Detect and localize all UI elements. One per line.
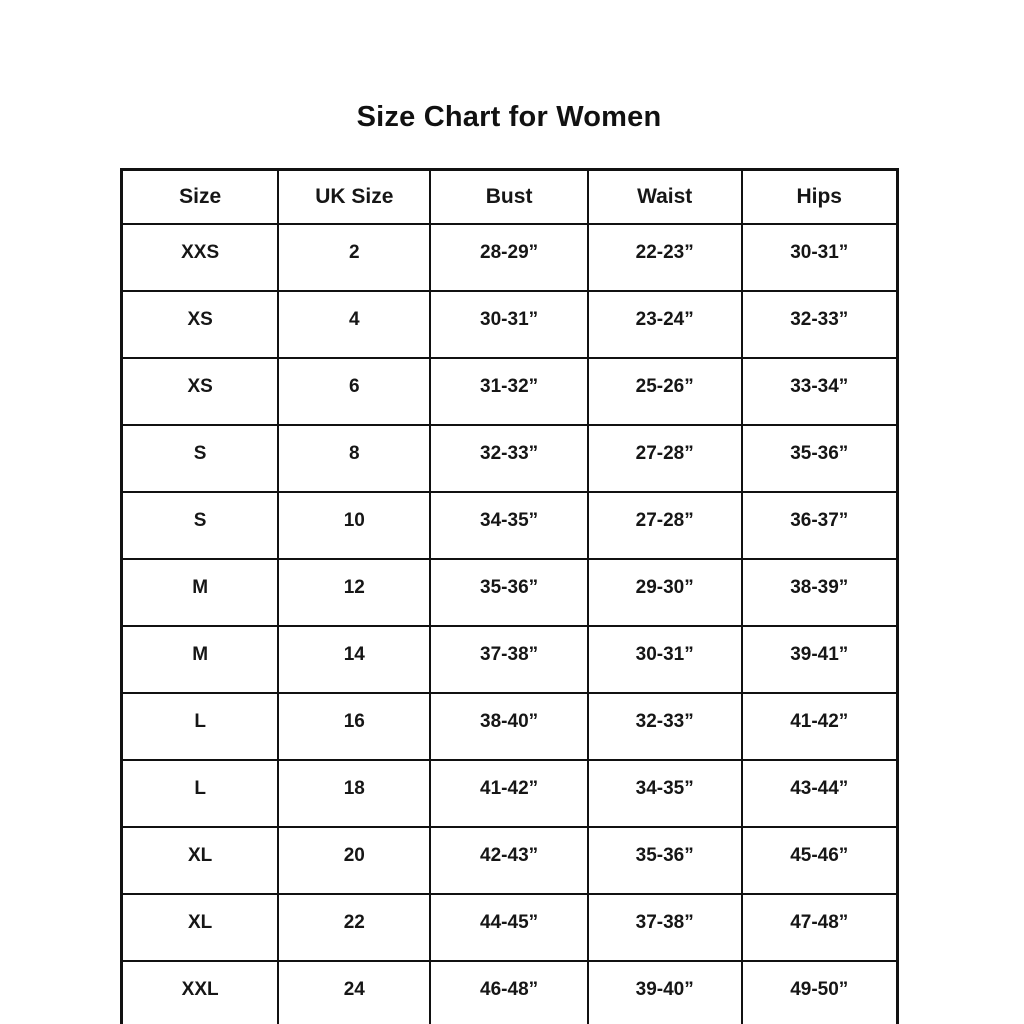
cell-waist: 32-33” — [588, 693, 742, 760]
table-row — [122, 492, 898, 559]
table-row — [122, 693, 898, 760]
cell-size: M — [122, 626, 279, 693]
cell-waist: 27-28” — [588, 425, 742, 492]
cell-uk-size: 20 — [278, 827, 430, 894]
cell-bust: 46-48” — [430, 961, 588, 1024]
cell-uk-size: 22 — [278, 894, 430, 961]
cell-waist: 29-30” — [588, 559, 742, 626]
table-row — [122, 425, 898, 492]
cell-size: XS — [122, 291, 279, 358]
cell-bust: 34-35” — [430, 492, 588, 559]
cell-uk-size: 2 — [278, 224, 430, 291]
cell-hips: 36-37” — [742, 492, 898, 559]
cell-uk-size: 10 — [278, 492, 430, 559]
table-row — [122, 827, 898, 894]
cell-hips: 32-33” — [742, 291, 898, 358]
cell-hips: 45-46” — [742, 827, 898, 894]
cell-hips: 35-36” — [742, 425, 898, 492]
table-row — [122, 559, 898, 626]
cell-bust: 41-42” — [430, 760, 588, 827]
cell-hips: 43-44” — [742, 760, 898, 827]
cell-bust: 38-40” — [430, 693, 588, 760]
cell-size: XXS — [122, 224, 279, 291]
cell-size: S — [122, 425, 279, 492]
cell-waist: 25-26” — [588, 358, 742, 425]
cell-uk-size: 6 — [278, 358, 430, 425]
cell-waist: 30-31” — [588, 626, 742, 693]
cell-size: L — [122, 693, 279, 760]
column-header-hips: Hips — [742, 170, 898, 225]
cell-waist: 39-40” — [588, 961, 742, 1024]
cell-hips: 38-39” — [742, 559, 898, 626]
cell-bust: 31-32” — [430, 358, 588, 425]
cell-uk-size: 14 — [278, 626, 430, 693]
cell-hips: 47-48” — [742, 894, 898, 961]
cell-size: XL — [122, 894, 279, 961]
cell-uk-size: 12 — [278, 559, 430, 626]
table-row — [122, 961, 898, 1024]
cell-uk-size: 24 — [278, 961, 430, 1024]
cell-bust: 35-36” — [430, 559, 588, 626]
cell-bust: 44-45” — [430, 894, 588, 961]
cell-size: XS — [122, 358, 279, 425]
table-row — [122, 291, 898, 358]
cell-waist: 27-28” — [588, 492, 742, 559]
cell-bust: 32-33” — [430, 425, 588, 492]
column-header-bust: Bust — [430, 170, 588, 225]
cell-waist: 23-24” — [588, 291, 742, 358]
column-header-waist: Waist — [588, 170, 742, 225]
table-row — [122, 626, 898, 693]
table-row — [122, 894, 898, 961]
cell-uk-size: 4 — [278, 291, 430, 358]
cell-size: L — [122, 760, 279, 827]
table-row — [122, 358, 898, 425]
cell-hips: 41-42” — [742, 693, 898, 760]
cell-bust: 28-29” — [430, 224, 588, 291]
table-row — [122, 224, 898, 291]
cell-waist: 35-36” — [588, 827, 742, 894]
cell-hips: 49-50” — [742, 961, 898, 1024]
cell-waist: 34-35” — [588, 760, 742, 827]
table-row — [122, 760, 898, 827]
cell-uk-size: 18 — [278, 760, 430, 827]
cell-bust: 30-31” — [430, 291, 588, 358]
cell-uk-size: 8 — [278, 425, 430, 492]
cell-size: XL — [122, 827, 279, 894]
cell-uk-size: 16 — [278, 693, 430, 760]
cell-size: M — [122, 559, 279, 626]
cell-bust: 42-43” — [430, 827, 588, 894]
header-row — [122, 170, 898, 225]
column-header-uk-size: UK Size — [278, 170, 430, 225]
page-title: Size Chart for Women — [356, 101, 662, 133]
size-chart-table — [120, 168, 899, 1024]
cell-waist: 22-23” — [588, 224, 742, 291]
cell-bust: 37-38” — [430, 626, 588, 693]
cell-hips: 30-31” — [742, 224, 898, 291]
cell-hips: 39-41” — [742, 626, 898, 693]
cell-size: XXL — [122, 961, 279, 1024]
column-header-size: Size — [122, 170, 279, 225]
cell-waist: 37-38” — [588, 894, 742, 961]
cell-hips: 33-34” — [742, 358, 898, 425]
cell-size: S — [122, 492, 279, 559]
